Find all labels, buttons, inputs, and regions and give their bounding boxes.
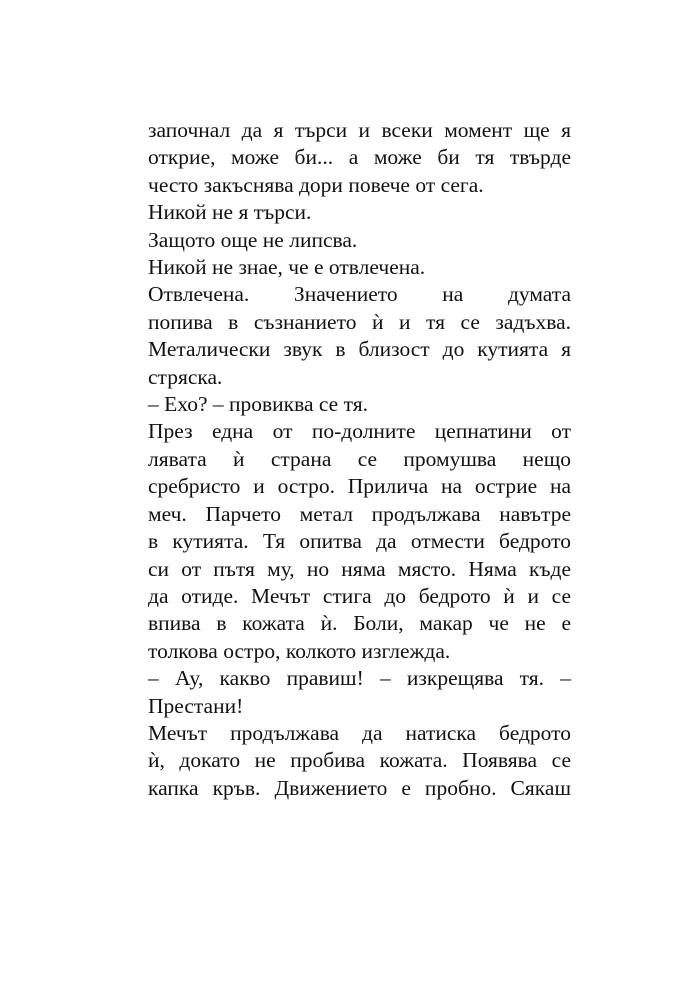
- text-line: Защото още не липсва.: [148, 227, 358, 252]
- text-line: попива в съзнанието ѝ и тя се задъхва.: [148, 309, 571, 334]
- paragraph: [127, 117, 571, 199]
- text-line: в кутията. Тя опитва да отмести бедрото: [148, 529, 571, 554]
- paragraph: [127, 199, 571, 226]
- text-line: впива в кожата ѝ. Боли, макар че не е: [148, 611, 571, 636]
- paragraph: [127, 391, 571, 418]
- paragraph: [127, 665, 571, 720]
- paragraph: [127, 281, 571, 391]
- paragraph: [127, 720, 571, 802]
- text-line: Никой не знае, че е отвлечена.: [148, 255, 426, 280]
- paragraph: [127, 254, 571, 281]
- paragraph: [127, 418, 571, 665]
- text-line: лявата ѝ страна се промушва нещо: [148, 446, 571, 471]
- text-line: сребристо и остро. Прилича на острие на: [148, 474, 571, 499]
- text-line: меч. Парчето метал продължава навътре: [148, 501, 571, 526]
- text-line: Престани!: [148, 693, 244, 718]
- text-line: – Ау, какво правиш! – изкрещява тя. –: [148, 666, 571, 691]
- text-line: капка кръв. Движението е пробно. Сякаш: [148, 775, 571, 800]
- text-line: – Ехо? – провиква се тя.: [148, 392, 368, 417]
- text-line: ѝ, докато не пробива кожата. Появява се: [148, 748, 571, 773]
- paragraph: [127, 227, 571, 254]
- text-line: Металически звук в близост до кутията я: [148, 337, 571, 362]
- text-line: да отиде. Мечът стига до бедрото ѝ и се: [148, 583, 571, 608]
- text-line: Отвлечена. Значението на думата: [148, 282, 571, 307]
- text-line: стряска.: [148, 364, 223, 389]
- text-line: Никой не я търси.: [148, 200, 312, 225]
- text-line: толкова остро, колкото изглежда.: [148, 638, 451, 663]
- text-line: си от пътя му, но няма място. Няма къде: [148, 556, 571, 581]
- text-line: често закъснява дори повече от сега.: [148, 172, 484, 197]
- text-line: През една от по-долните цепнатини от: [148, 419, 571, 444]
- text-line: започнал да я търси и всеки момент ще я: [148, 118, 571, 142]
- body-text: [127, 117, 571, 802]
- text-line: открие, може би... а може би тя твърде: [148, 145, 571, 170]
- text-line: Мечът продължава да натиска бедрото: [148, 720, 571, 745]
